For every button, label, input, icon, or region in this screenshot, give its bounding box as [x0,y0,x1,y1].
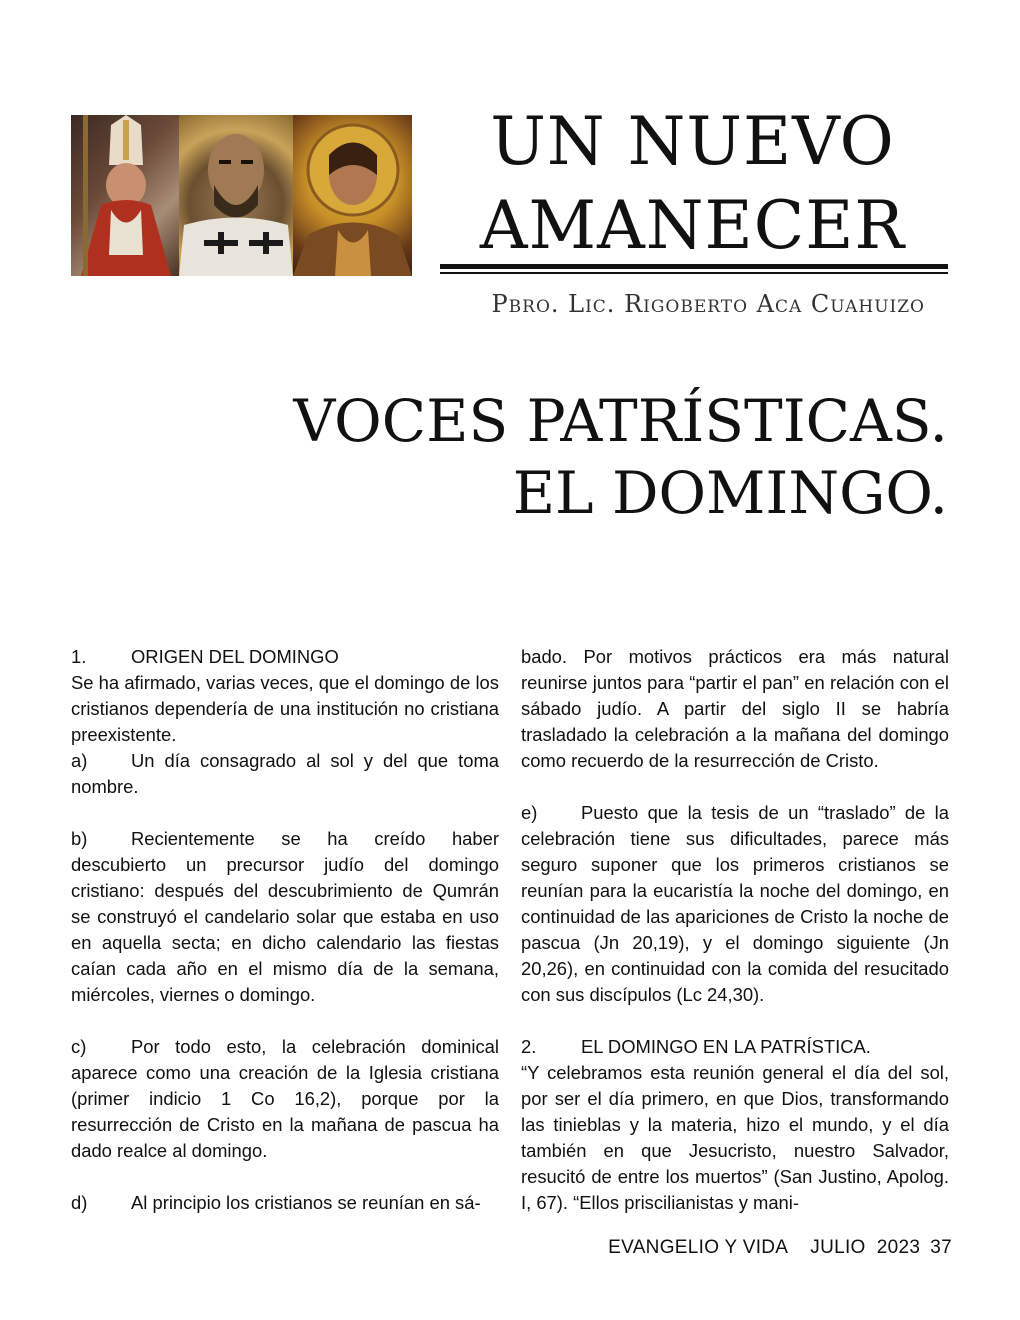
author-byline: Pbro. Lic. Rigoberto Aca Cuahuizo [491,290,925,318]
series-title [440,100,945,268]
bishop-portrait-image [71,115,179,276]
section-heading-patristics: 2. EL DOMINGO EN LA PATRÍSTICA. [521,1036,871,1057]
right-column [521,644,949,1216]
item-d: d) Al principio los cristianos se reunían en sá- [71,1192,481,1213]
christ-icon-image [293,115,412,276]
item-e: e) Puesto que la tesis de un “traslado” de la celebración tiene sus dificultades, parece más seguro suponer que los primeros cristianos se reunían para la eucaristía la noche del domingo, en continuidad de las apariciones de Cristo la noche de pascua (Jn 20,19), y el domingo siguiente (Jn 20,26), en continuidad con la comida del resucitado con sus discípulos (Lc 24,30). [521,802,949,1005]
item-d-continued: bado. Por motivos prácticos era más natural reunirse juntos para “partir el pan” en relación con el sábado judío. A partir del siglo II se habría trasladado la celebración a la mañana del domingo como recuerdo de la resurrección de Cristo. [521,646,949,771]
page-footer [608,1237,952,1259]
magazine-name: EVANGELIO Y VIDA [608,1237,789,1258]
paragraph-patristics: “Y celebramos esta reunión general el día del sol, por ser el día primero, en que Dios, transformando las tinieblas y la materia, hizo el mundo, y el día también en que Jesucristo, nuestro Salvador, resucitó de entre los muertos” (San Justino, Apolog. I, 67). “Ellos priscilianistas y mani- [521,1062,949,1213]
page-number: 37 [930,1237,952,1258]
item-c: c) Por todo esto, la celebración dominical aparece como una creación de la Iglesia cristiana (primer indicio 1 Co 16,2), porque por la resurrección de Cristo en la mañana de pascua ha dado realce al domingo. [71,1036,499,1161]
issue-date: JULIO 2023 [810,1237,921,1258]
item-b: b) Recientemente se ha creído haber descubierto un precursor judío del domingo cristiano: después del descubrimiento de Qumrán se construyó el candelario solar que estaba en uso en aquella secta; en dicho calendario las fiestas caían cada año en el mismo día de la semana, miércoles, viernes o domingo. [71,828,499,1005]
paragraph-intro: Se ha afirmado, varias veces, que el domingo de los cristianos dependería de una institución no cristiana preexistente. [71,672,499,745]
title-divider-thick [440,264,948,269]
article-title [248,385,948,529]
article-title-line1: VOCES PATRÍSTICAS. [293,387,948,455]
series-title-line1: UN NUEVO [490,103,895,180]
left-column [71,644,499,1216]
saint-mosaic-image [179,115,293,276]
section-heading-origin: 1. ORIGEN DEL DOMINGO [71,646,339,667]
article-title-line2: EL DOMINGO. [512,459,948,527]
series-title-line2: AMANECER [479,187,906,264]
title-divider-thin [440,272,948,274]
header-image-strip [71,115,412,276]
item-a: a) Un día consagrado al sol y del que toma nombre. [71,750,499,797]
